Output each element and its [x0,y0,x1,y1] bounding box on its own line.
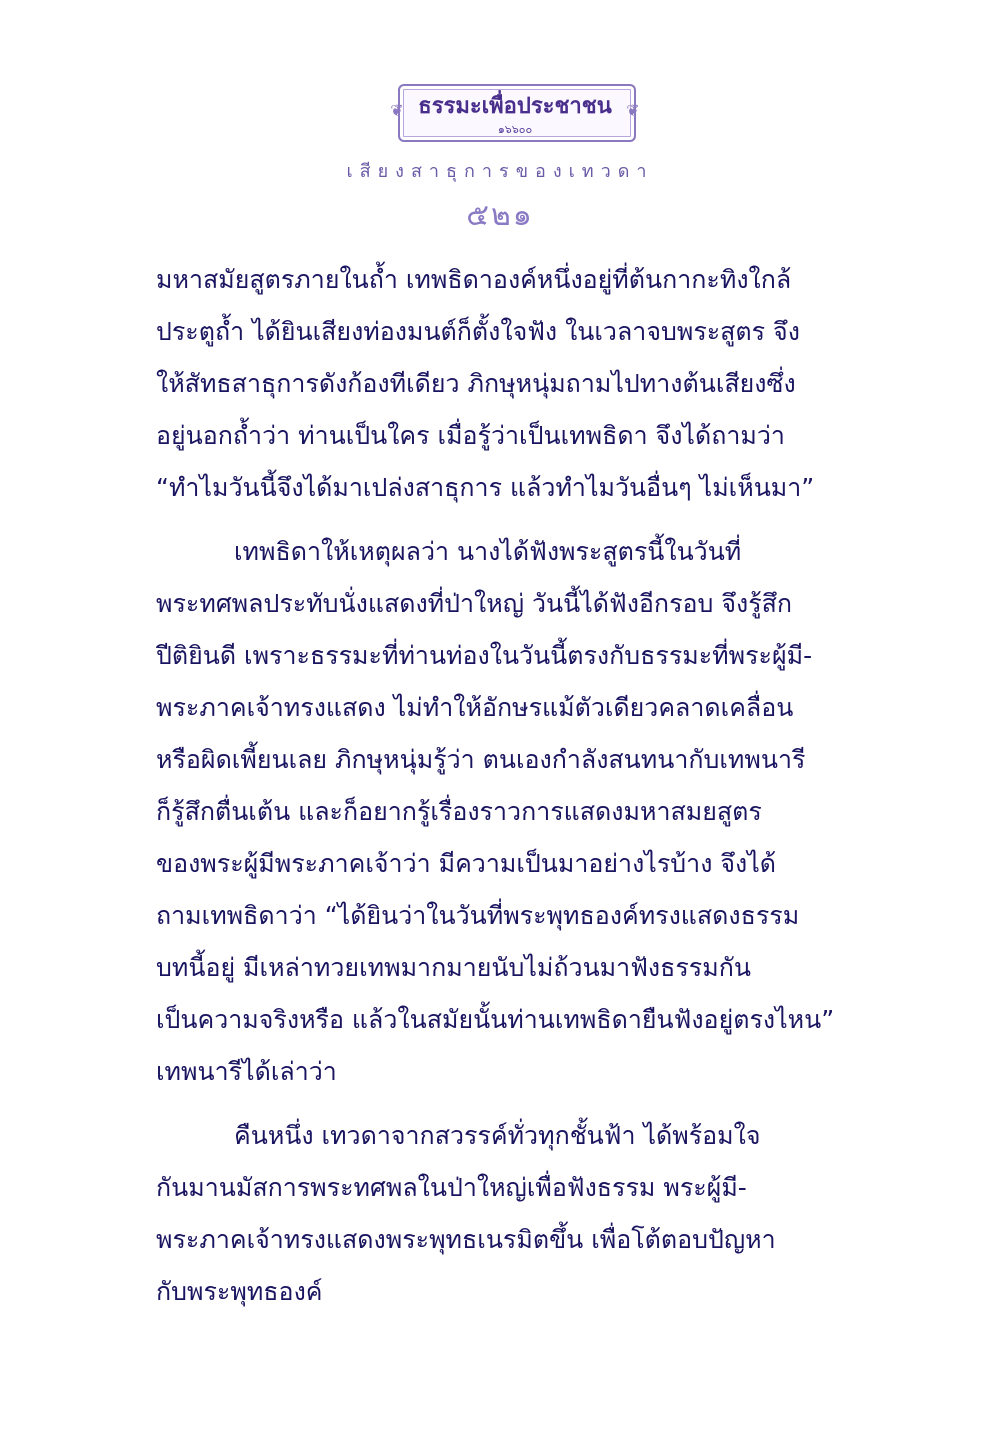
text-line: เป็นความจริงหรือ แล้วในสมัยนั้นท่านเทพธิดายืนฟังอยู่ตรงไหน” [156,1005,835,1034]
text-line: เทพนารีได้เล่าว่า [156,1057,337,1086]
text-line: ปีติยินดี เพราะธรรมะที่ท่านท่องในวันนี้ตรงกับธรรมะที่พระผู้มี- [156,641,813,670]
text-line: มหาสมัยสูตรภายในถ้ำ เทพธิดาองค์หนึ่งอยู่ที่ต้นกากะทิงใกล้ [156,265,792,294]
text-line: กันมานมัสการพระทศพลในป่าใหญ่เพื่อฟังธรรม พระผู้มี- [156,1173,747,1202]
text-line: ประตูถ้ำ ได้ยินเสียงท่องมนต์ก็ตั้งใจฟัง ในเวลาจบพระสูตร จึง [156,317,800,346]
text-line: พระภาคเจ้าทรงแสดง ไม่ทำให้อักษรแม้ตัวเดียวคลาดเคลื่อน [156,693,794,722]
page-number: ๕๒๑ [466,198,534,233]
text-line: ถามเทพธิดาว่า “ได้ยินว่าในวันที่พระพุทธองค์ทรงแสดงธรรม [156,901,800,930]
paragraph [156,1110,876,1318]
book-logo [388,56,642,146]
logo-subtitle: ๑๖๖๐๐ [497,123,533,136]
text-line: กับพระพุทธองค์ [156,1277,323,1306]
text-line: ก็รู้สึกตื่นเต้น และก็อยากรู้เรื่องราวการแสดงมหาสมยสูตร [156,797,762,826]
text-line: บทนี้อยู่ มีเหล่าทวยเทพมากมายนับไม่ถ้วนมาฟังธรรมกัน [156,953,751,982]
text-line: “ทำไมวันนี้จึงได้มาเปล่งสาธุการ แล้วทำไมวันอื่นๆ ไม่เห็นมา” [156,473,815,502]
ornament-right-icon: ❦ [626,101,640,120]
body-text [156,254,876,1318]
text-line: ของพระผู้มีพระภาคเจ้าว่า มีความเป็นมาอย่างไรบ้าง จึงได้ [156,849,777,878]
chapter-title: เสียงสาธุการของเทวดา [346,161,654,182]
text-line: ให้สัทธสาธุการดังก้องทีเดียว ภิกษุหนุ่มถามไปทางต้นเสียงซึ่ง [156,369,796,398]
page-header [0,52,1000,232]
paragraph [156,254,876,514]
text-line: อยู่นอกถ้ำว่า ท่านเป็นใคร เมื่อรู้ว่าเป็นเทพธิดา จึงได้ถามว่า [156,421,785,450]
text-line: พระทศพลประทับนั่งแสดงที่ป่าใหญ่ วันนี้ได้ฟังอีกรอบ จึงรู้สึก [156,589,793,618]
ornament-left-icon: ❦ [390,101,404,120]
text-line: เทพธิดาให้เหตุผลว่า นางได้ฟังพระสูตรนี้ในวันที่ [234,537,742,566]
logo-title: ธรรมะเพื่อประชาชน [418,94,612,119]
text-line: คืนหนึ่ง เทวดาจากสวรรค์ทั่วทุกชั้นฟ้า ได้พร้อมใจ [234,1121,761,1150]
text-line: หรือผิดเพี้ยนเลย ภิกษุหนุ่มรู้ว่า ตนเองกำลังสนทนากับเทพนารี [156,745,806,774]
paragraph [156,526,876,1098]
text-line: พระภาคเจ้าทรงแสดงพระพุทธเนรมิตขึ้น เพื่อโต้ตอบปัญหา [156,1225,776,1254]
